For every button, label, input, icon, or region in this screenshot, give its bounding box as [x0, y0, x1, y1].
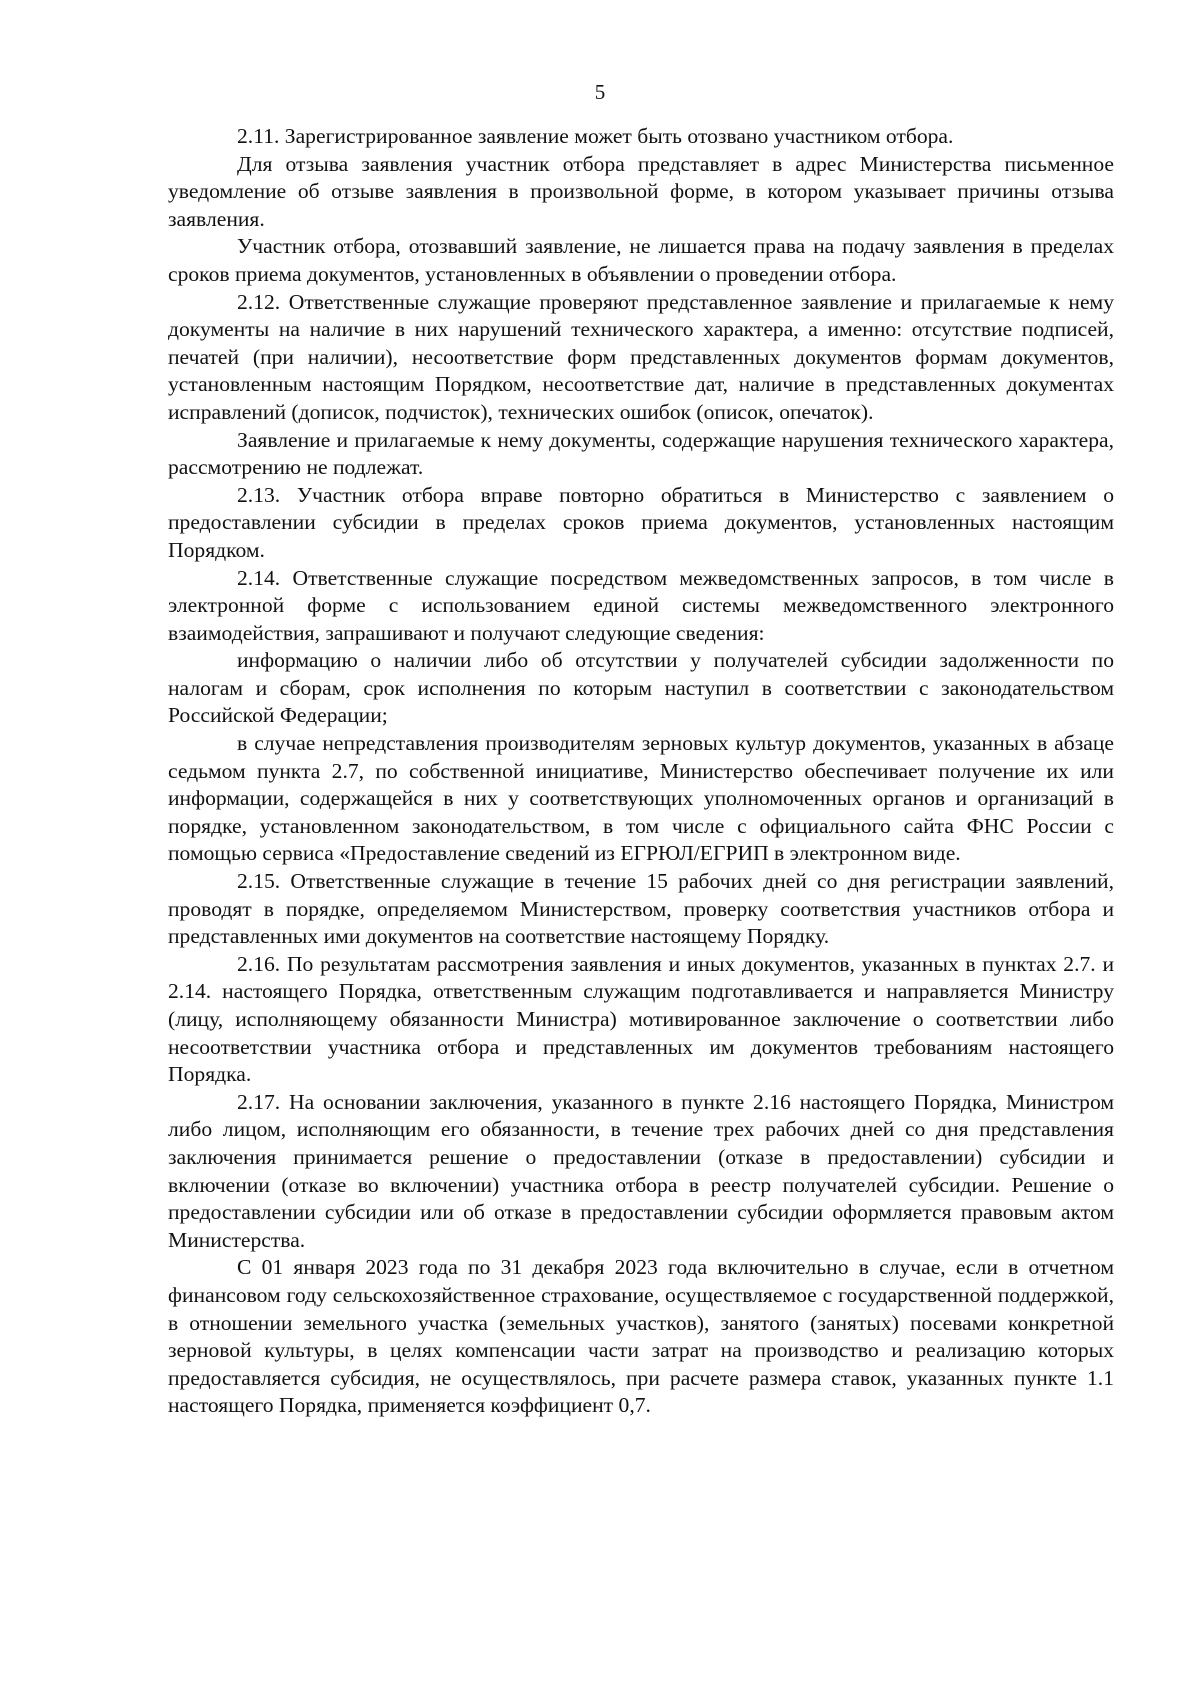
document-body — [168, 123, 1114, 1420]
paragraph-documents-request: в случае непредставления производителям зерновых культур документов, указанных в абзаце седьмом пункта 2.7, по собственной инициативе, Министерство обеспечивает получение их или информации, содержащейся в них у соответствующих уполномоченных органов и организаций в порядке, установленном законодательством, в том числе с официального сайта ФНС России с помощью сервиса «Предоставление сведений из ЕГРЮЛ/ЕГРИП в электронном виде. — [168, 731, 1114, 866]
paragraph-tax-debt-info: информацию о наличии либо об отсутствии у получателей субсидии задолженности по налогам и сборам, срок исполнения по которым наступил в соответствии с законодательством Российской Федерации; — [168, 648, 1114, 728]
page-number: 5 — [594, 80, 606, 104]
paragraph-2-15: 2.15. Ответственные служащие в течение 15 рабочих дней со дня регистрации заявлений, проводят в порядке, определяемом Министерством, проверку соответствия участников отбора и представленных ими документов на соответствие настоящему Порядку. — [168, 869, 1114, 949]
paragraph-2-16: 2.16. По результатам рассмотрения заявления и иных документов, указанных в пунктах 2.7. и 2.14. настоящего Порядка, ответственным служащим подготавливается и направляется Министру (лицу, исполняющему обязанности Министра) мотивированное заключение о соответствии либо несоответствии участника отбора и представленных им документов требованиям настоящего Порядка. — [168, 951, 1114, 1087]
paragraph-withdrawal-rights: Участник отбора, отозвавший заявление, не лишается права на подачу заявления в пределах сроков приема документов, установленных в объявлении о проведении отбора. — [168, 234, 1114, 286]
paragraph-withdrawal-procedure: Для отзыва заявления участник отбора представляет в адрес Министерства письменное уведомление об отзыве заявления в произвольной форме, в котором указывает причины отзыва заявления. — [168, 151, 1114, 231]
paragraph-2-11: 2.11. Зарегистрированное заявление может быть отозвано участником отбора. — [237, 124, 954, 148]
paragraph-2-13: 2.13. Участник отбора вправе повторно обратиться в Министерство с заявлением о предоставлении субсидии в пределах сроков приема документов, установленных настоящим Порядком. — [168, 482, 1114, 562]
paragraph-2-17: 2.17. На основании заключения, указанного в пункте 2.16 настоящего Порядка, Министром либо лицом, исполняющим его обязанности, в течение трех рабочих дней со дня представления заключения принимается решение о предоставлении (отказе в предоставлении) субсидии и включении (отказе во включении) участника отбора в реестр получателей субсидии. Решение о предоставлении субсидии или об отказе в предоставлении субсидии оформляется правовым актом Министерства. — [168, 1089, 1114, 1252]
paragraph-technical-violations: Заявление и прилагаемые к нему документы, содержащие нарушения технического характера, рассмотрению не подлежат. — [168, 427, 1114, 480]
paragraph-2-12: 2.12. Ответственные служащие проверяют представленное заявление и прилагаемые к нему документы на наличие в них нарушений технического характера, а именно: отсутствие подписей, печатей (при наличии), несоответствие форм представленных документов формам документов, установленным настоящим Порядком, несоответствие дат, наличие в представленных документах исправлений (дописок, подчисток), технических ошибок (описок, опечаток). — [168, 289, 1114, 424]
paragraph-coefficient: С 01 января 2023 года по 31 декабря 2023 года включительно в случае, если в отчетном финансовом году сельскохозяйственное страхование, осуществляемое с государственной поддержкой, в отношении земельного участка (земельных участков), занятого (занятых) посевами конкретной зерновой культуры, в целях компенсации части затрат на производство и реализацию которых предоставляется субсидия, не осуществлялось, при расчете размера ставок, указанных пункте 1.1 настоящего Порядка, применяется коэффициент 0,7. — [168, 1255, 1114, 1418]
paragraph-2-14: 2.14. Ответственные служащие посредством межведомственных запросов, в том числе в электронной форме с использованием единой системы межведомственного электронного взаимодействия, запрашивают и получают следующие сведения: — [168, 565, 1114, 645]
